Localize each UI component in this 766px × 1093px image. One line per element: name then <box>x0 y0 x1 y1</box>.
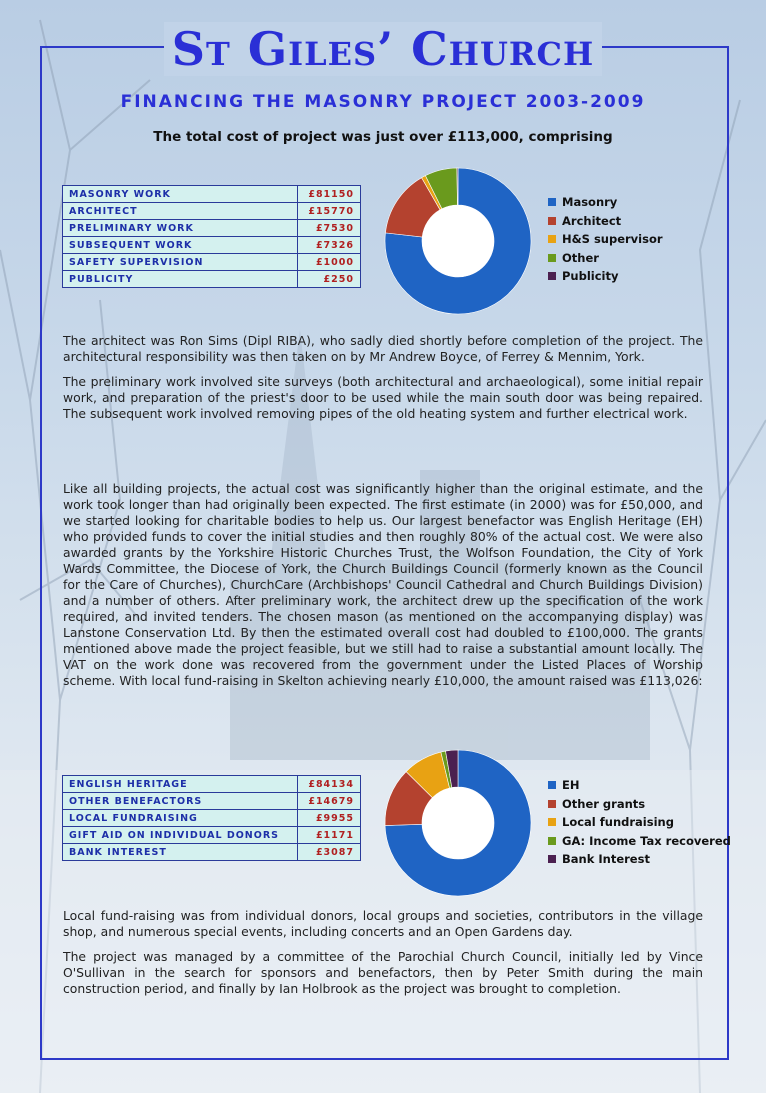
legend-item <box>548 230 663 249</box>
legend-label: Other grants <box>562 796 646 811</box>
fund-label: GIFT AID ON INDIVIDUAL DONORS <box>63 827 298 844</box>
legend-item <box>548 832 731 851</box>
legend-swatch <box>548 837 556 845</box>
fund-label: OTHER BENEFACTORS <box>63 793 298 810</box>
paragraph-architect: The architect was Ron Sims (Dipl RIBA), who sadly died shortly before completion of the project. The architectural responsibility was then taken on by Mr Andrew Boyce, of Ferrey & Mennim, York. <box>63 333 703 364</box>
cost-donut-chart <box>383 166 533 316</box>
cost-value: £15770 <box>298 203 361 220</box>
fund-row <box>63 776 361 793</box>
legend-swatch <box>548 818 556 826</box>
paragraph-committee: The project was managed by a committee of the Parochial Church Council, initially led by Vince O'Sullivan in the search for sponsors and benefactors, then by Peter Smith during the main construction period, and finally by Ian Holbrook as the project was brought to completion. <box>63 949 703 996</box>
legend-swatch <box>548 217 556 225</box>
page-title <box>0 22 766 76</box>
paragraph-preliminary: The preliminary work involved site surveys (both architectural and archaeological), some initial repair work, and preparation of the priest's door to be used while the main south door was being repaired. The subsequent work involved removing pipes of the old heating system and further electrical work. <box>63 374 703 421</box>
cost-row <box>63 237 361 254</box>
funding-donut-chart <box>383 748 533 898</box>
donut-hole <box>422 205 494 277</box>
legend-label: Other <box>562 250 599 265</box>
legend-item <box>548 267 663 286</box>
cost-label: SUBSEQUENT WORK <box>63 237 298 254</box>
fund-row <box>63 844 361 861</box>
legend-item <box>548 795 731 814</box>
fund-value: £9955 <box>298 810 361 827</box>
page-subtitle: FINANCING THE MASONRY PROJECT 2003-2009 <box>120 92 646 112</box>
text-block-3 <box>63 908 703 1006</box>
legend-swatch <box>548 855 556 863</box>
legend-item <box>548 813 731 832</box>
legend-label: GA: Income Tax recovered <box>562 833 731 848</box>
cost-chart-legend <box>548 193 663 286</box>
legend-label: Bank Interest <box>562 852 650 867</box>
legend-label: H&S supervisor <box>562 232 663 247</box>
cost-label: ARCHITECT <box>63 203 298 220</box>
fund-value: £1171 <box>298 827 361 844</box>
fund-row <box>63 793 361 810</box>
donut-hole <box>422 787 494 859</box>
fund-row <box>63 827 361 844</box>
cost-value: £81150 <box>298 186 361 203</box>
legend-item <box>548 850 731 869</box>
text-block-1 <box>63 333 703 431</box>
paragraph-history: Like all building projects, the actual cost was significantly higher than the original estimate, and the work took longer than had originally been expected. The first estimate (in 2000) was for £50,000, and we started looking for charitable bodies to help us. Our largest benefactor was English Heritage (EH) who provided funds to cover the initial studies and then roughly 80% of the actual cost. We were also awarded grants by the Yorkshire Historic Churches Trust, the Wolfson Foundation, the City of York Wards Committee, the Diocese of York, the Church Buildings Council (formerly known as the Council for the Care of Churches), ChurchCare (Archbishops' Council Cathedral and Church Buildings Division) and a number of others. After preliminary work, the architect drew up the specification of the work required, and invited tenders. The chosen mason (as mentioned on the accompanying display) was Lanstone Conservation Ltd. By then the estimated overall cost had doubled to £100,000. The grants mentioned above made the project feasible, but we still had to raise a substantial amount locally. The VAT on the work done was recovered from the government under the Listed Places of Worship scheme. With local fund-raising in Skelton achieving nearly £10,000, the amount raised was £113,026: <box>63 481 703 688</box>
cost-row <box>63 271 361 288</box>
cost-value: £7326 <box>298 237 361 254</box>
fund-value: £3087 <box>298 844 361 861</box>
legend-swatch <box>548 272 556 280</box>
legend-swatch <box>548 800 556 808</box>
cost-table <box>62 185 361 288</box>
legend-swatch <box>548 235 556 243</box>
cost-label: PUBLICITY <box>63 271 298 288</box>
funding-chart-legend <box>548 776 731 869</box>
legend-swatch <box>548 198 556 206</box>
cost-value: £1000 <box>298 254 361 271</box>
cost-label: MASONRY WORK <box>63 186 298 203</box>
legend-label: EH <box>562 778 580 793</box>
fund-row <box>63 810 361 827</box>
cost-row <box>63 220 361 237</box>
legend-label: Architect <box>562 213 622 228</box>
paragraph-fundraising: Local fund-raising was from individual donors, local groups and societies, contributors in the village shop, and numerous special events, including concerts and an Open Gardens day. <box>63 908 703 939</box>
cost-row <box>63 203 361 220</box>
intro-line: The total cost of project was just over £113,000, comprising <box>153 129 613 145</box>
cost-row <box>63 254 361 271</box>
legend-label: Masonry <box>562 195 618 210</box>
cost-label: PRELIMINARY WORK <box>63 220 298 237</box>
legend-swatch <box>548 254 556 262</box>
fund-value: £14679 <box>298 793 361 810</box>
text-block-2 <box>63 481 703 698</box>
cost-value: £250 <box>298 271 361 288</box>
legend-item <box>548 193 663 212</box>
fund-value: £84134 <box>298 776 361 793</box>
page-title-text: St Giles’ Church <box>164 22 602 76</box>
funding-table <box>62 775 361 861</box>
legend-item <box>548 249 663 268</box>
cost-label: SAFETY SUPERVISION <box>63 254 298 271</box>
legend-label: Local fundraising <box>562 815 674 830</box>
legend-item <box>548 212 663 231</box>
cost-row <box>63 186 361 203</box>
legend-swatch <box>548 781 556 789</box>
fund-label: LOCAL FUNDRAISING <box>63 810 298 827</box>
fund-label: BANK INTEREST <box>63 844 298 861</box>
cost-value: £7530 <box>298 220 361 237</box>
fund-label: ENGLISH HERITAGE <box>63 776 298 793</box>
legend-label: Publicity <box>562 269 619 284</box>
legend-item <box>548 776 731 795</box>
